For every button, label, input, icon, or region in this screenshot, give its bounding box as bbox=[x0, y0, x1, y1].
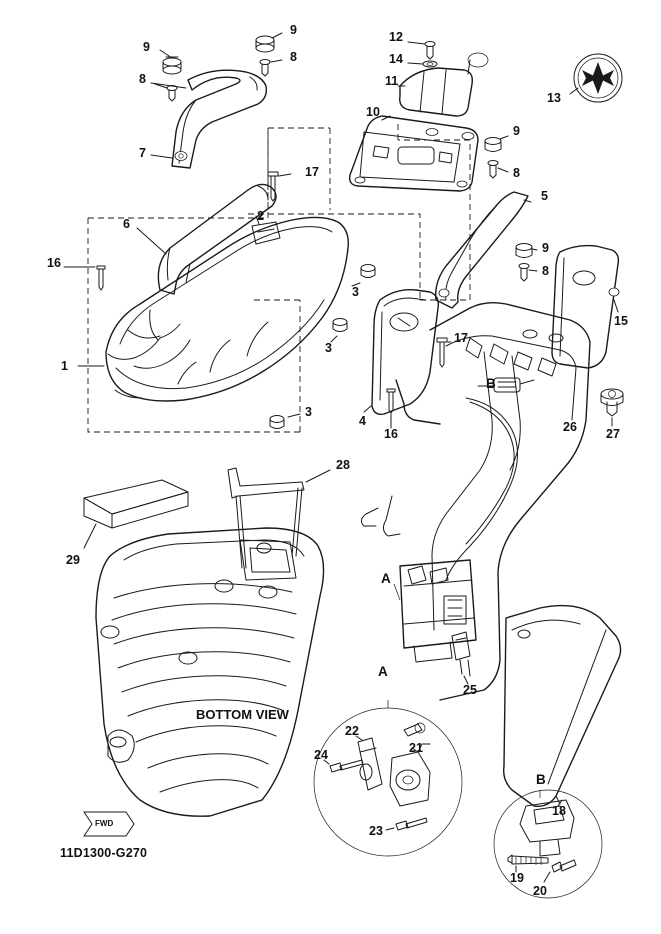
callout-22: 22 bbox=[345, 724, 359, 738]
callout-15: 15 bbox=[614, 314, 628, 328]
callout-19: 19 bbox=[510, 871, 524, 885]
callout-7: 7 bbox=[139, 146, 146, 160]
callout-21: 21 bbox=[409, 741, 423, 755]
callout-8d: 8 bbox=[542, 264, 549, 278]
callout-18: 18 bbox=[552, 804, 566, 818]
callout-3a: 3 bbox=[352, 285, 359, 299]
callout-1: 1 bbox=[61, 359, 68, 373]
callout-11: 11 bbox=[385, 74, 399, 88]
callout-9d: 9 bbox=[542, 241, 549, 255]
callout-6: 6 bbox=[123, 217, 130, 231]
part-number: 11D1300-G270 bbox=[60, 846, 148, 860]
callout-3c: 3 bbox=[305, 405, 312, 419]
callout-5: 5 bbox=[541, 189, 548, 203]
callout-26: 26 bbox=[563, 420, 577, 434]
callout-17b: 17 bbox=[454, 331, 468, 345]
detail-label-B-circle: B bbox=[536, 772, 546, 787]
callout-24: 24 bbox=[314, 748, 328, 762]
callout-8a: 8 bbox=[290, 50, 297, 64]
callout-8c: 8 bbox=[513, 166, 520, 180]
callout-17a: 17 bbox=[305, 165, 319, 179]
callout-9a: 9 bbox=[143, 40, 150, 54]
callout-20: 20 bbox=[533, 884, 547, 898]
callout-12: 12 bbox=[389, 30, 403, 44]
callout-2: 2 bbox=[257, 209, 264, 223]
callout-16a: 16 bbox=[47, 256, 61, 270]
callout-29: 29 bbox=[66, 553, 80, 567]
callout-10: 10 bbox=[366, 105, 380, 119]
callout-4: 4 bbox=[359, 414, 366, 428]
callout-25: 25 bbox=[463, 683, 477, 697]
callout-28: 28 bbox=[336, 458, 350, 472]
fwd-arrow-label: FWD bbox=[95, 819, 114, 828]
callout-27: 27 bbox=[606, 427, 620, 441]
callout-23: 23 bbox=[369, 824, 383, 838]
detail-label-B-main: B bbox=[486, 376, 496, 391]
callout-9c: 9 bbox=[513, 124, 520, 138]
bottom-view-label: BOTTOM VIEW bbox=[196, 707, 289, 722]
callout-9b: 9 bbox=[290, 23, 297, 37]
callout-3b: 3 bbox=[325, 341, 332, 355]
callout-16b: 16 bbox=[384, 427, 398, 441]
detail-label-A-circle: A bbox=[378, 664, 388, 679]
callout-14: 14 bbox=[389, 52, 403, 66]
callout-8b: 8 bbox=[139, 72, 146, 86]
detail-label-A-main: A bbox=[381, 571, 391, 586]
callout-13: 13 bbox=[547, 91, 561, 105]
